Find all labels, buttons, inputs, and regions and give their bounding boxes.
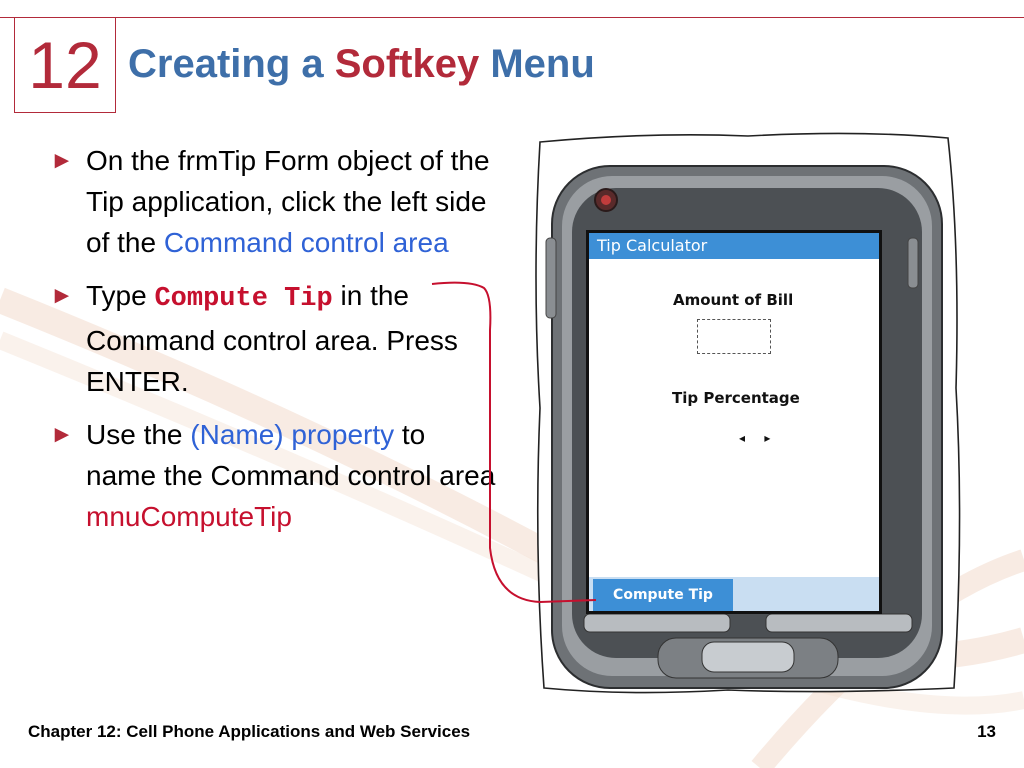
bullet-1-link: Command control area [163,227,449,258]
bullet-2-prefix: Type [86,280,155,311]
bullet-2-suffix: in the Command control area. Press ENTER. [86,280,458,397]
bullet-3-link: (Name) property [190,419,395,450]
bullet-3-middle: to name the Command control area [86,419,496,491]
slide-title [128,42,595,87]
bullet-3 [50,414,500,537]
bullet-arrow-icon: ► [50,421,74,448]
chapter-number-box [14,18,116,113]
title-part-2: Menu [479,42,595,86]
bullet-arrow-icon: ► [50,147,74,174]
bullet-3-prefix: Use the [86,419,191,450]
chapter-number: 12 [28,28,102,102]
header-rule [0,17,1024,18]
screen-title-bar: Tip Calculator [589,233,879,259]
bullet-3-name: mnuComputeTip [86,501,292,532]
footer-page-number: 13 [977,722,996,741]
title-part-1: Creating a [128,42,335,86]
command-bar [589,577,879,611]
bullet-1-text: On the frmTip Form object of the Tip application, click the left side of the [86,145,490,258]
title-highlight: Softkey [334,42,480,86]
amount-of-bill-textbox[interactable] [697,319,771,354]
footer-chapter: Chapter 12: Cell Phone Applications and Web Services [28,722,471,741]
tip-percentage-updown[interactable]: ◂ ▸ [739,431,779,445]
bullet-2 [50,275,500,402]
phone-screen [586,230,882,614]
compute-tip-softkey[interactable]: Compute Tip [593,579,733,611]
tip-percentage-label: Tip Percentage [672,389,800,407]
amount-of-bill-label: Amount of Bill [673,291,794,309]
bullet-arrow-icon: ► [50,282,74,309]
bullet-1 [50,140,500,263]
bullet-2-code: Compute Tip [154,284,333,314]
bullet-list [50,140,500,549]
